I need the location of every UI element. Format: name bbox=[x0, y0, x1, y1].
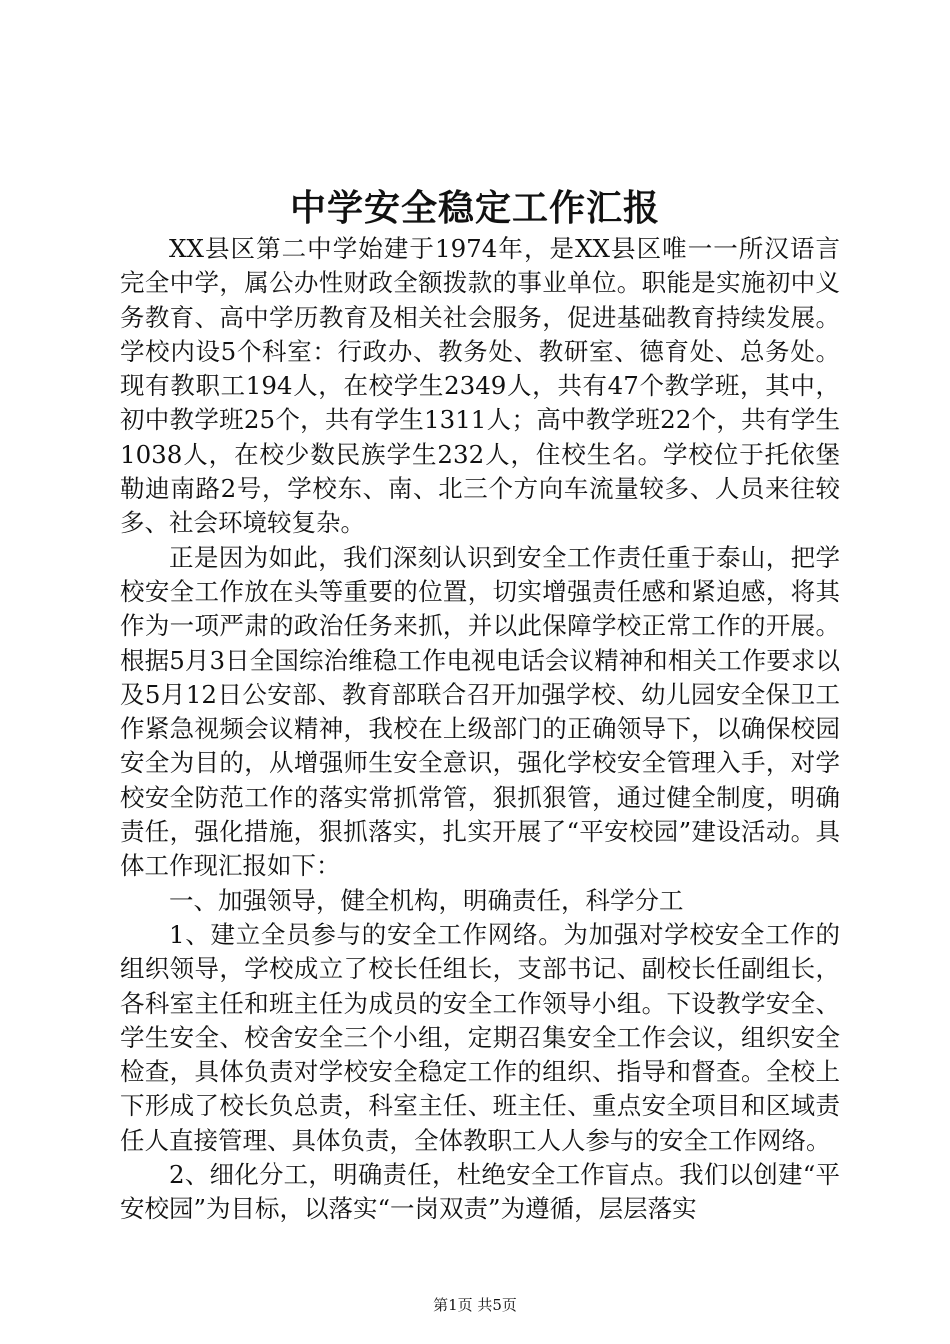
paragraph-school-overview: XX县区第二中学始建于1974年，是XX县区唯一一所汉语言完全中学，属公办性财政全额拨款的事业单位。职能是实施初中义务教育、高中学历教育及相关社会服务，促进基础教育持续发展。学校内设5个科室：行政办、教务处、教研室、德育处、总务处。现有教职工194人，在校学生2349人，共有47个教学班，其中，初中教学班25个，共有学生1311人；高中教学班22个，共有学生1038人，在校少数民族学生232人，住校生名。学校位于托依堡勒迪南路2号，学校东、南、北三个方向车流量较多、人员来往较多、社会环境较复杂。 bbox=[120, 234, 840, 538]
paragraph-item-2: 2、细化分工，明确责任，杜绝安全工作盲点。我们以创建“平安校园”为目标，以落实“一岗双责”为遵循，层层落实 bbox=[120, 1160, 840, 1224]
paragraph-safety-importance: 正是因为如此，我们深刻认识到安全工作责任重于泰山，把学校安全工作放在头等重要的位置，切实增强责任感和紧迫感，将其作为一项严肃的政治任务来抓，并以此保障学校正常工作的开展。根据5月3日全国综治维稳工作电视电话会议精神和相关工作要求以及5月12日公安部、教育部联合召开加强学校、幼儿园安全保卫工作紧急视频会议精神，我校在上级部门的正确领导下，以确保校园安全为目的，从增强师生安全意识，强化学校安全管理入手，对学校安全防范工作的落实常抓常管，狠抓狠管，通过健全制度，明确责任，强化措施，狠抓落实，扎实开展了“平安校园”建设活动。具体工作现汇报如下： bbox=[120, 542, 840, 881]
document-body bbox=[120, 232, 840, 1227]
document-title: 中学安全稳定工作汇报 bbox=[289, 187, 660, 229]
paragraph-item-1: 1、建立全员参与的安全工作网络。为加强对学校安全工作的组织领导，学校成立了校长任组长，支部书记、副校长任副组长，各科室主任和班主任为成员的安全工作领导小组。下设教学安全、学生安全、校舍安全三个小组，定期召集安全工作会议，组织安全检查，具体负责对学校安全稳定工作的组织、指导和督查。全校上下形成了校长负总责，科室主任、班主任、重点安全项目和区域责任人直接管理、具体负责，全体教职工人人参与的安全工作网络。 bbox=[120, 919, 840, 1155]
page-number-footer: 第1页 共5页 bbox=[433, 1296, 517, 1314]
section-heading-leadership: 一、加强领导，健全机构，明确责任，科学分工 bbox=[169, 885, 684, 915]
